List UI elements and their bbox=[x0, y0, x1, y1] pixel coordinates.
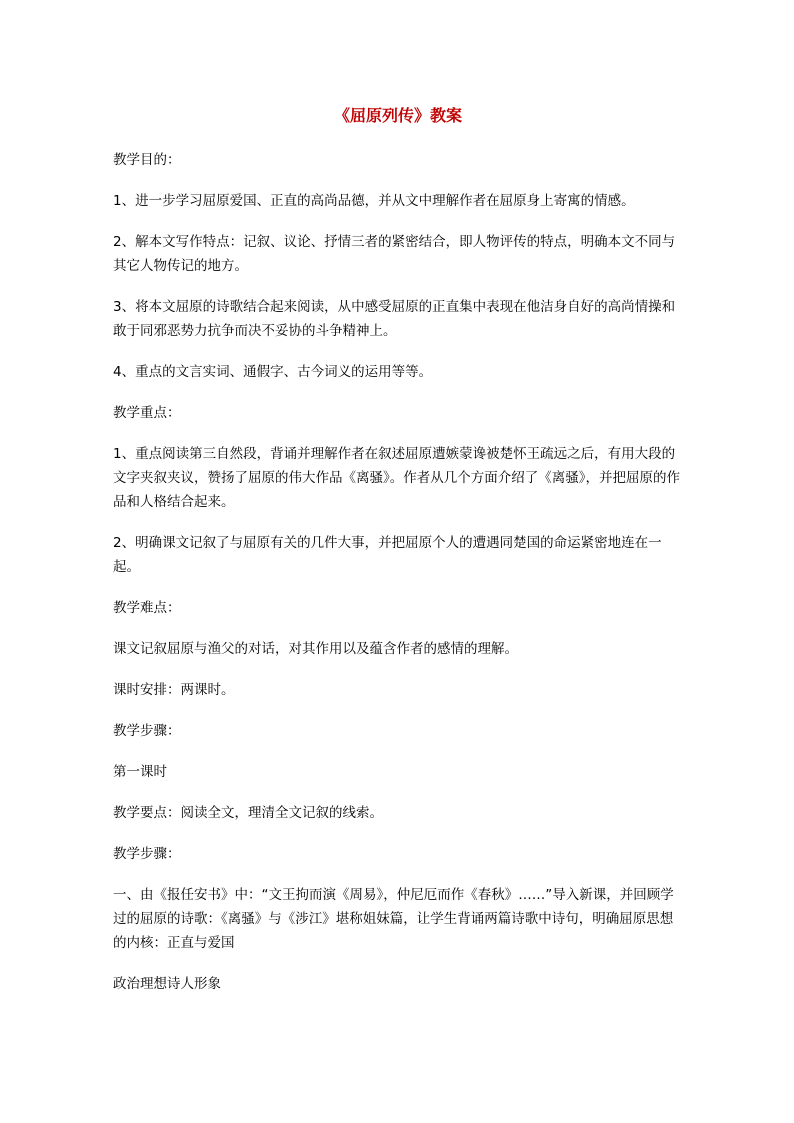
heading-teaching-objectives: 教学目的： bbox=[113, 152, 181, 168]
heading-teaching-focus: 教学重点： bbox=[113, 405, 181, 421]
heading-teaching-steps-2: 教学步骤： bbox=[113, 846, 181, 862]
document-page bbox=[113, 104, 683, 1013]
step-1: 一、由《报任安书》中：“文王拘而演《周易》，仲尼厄而作《春秋》……”导入新课，并回顾学过的屈原的诗歌：《离骚》与《涉江》堪称姐妹篇，让学生背诵两篇诗歌中诗句，明确屈原思想的内核：正直与爱国 bbox=[113, 887, 674, 951]
focus-1: 1、重点阅读第三自然段，背诵并理解作者在叙述屈原遭嫉蒙谗被楚怀王疏远之后，有用大段的文字夹叙夹议，赞扬了屈原的伟大作品《离骚》。作者从几个方面介绍了《离骚》，并把屈原的作品和人格结合起来。 bbox=[113, 446, 680, 510]
objective-3: 3、将本文屈原的诗歌结合起来阅读，从中感受屈原的正直集中表现在他洁身自好的高尚情操和敢于同邪恶势力抗争而决不妥协的斗争精神上。 bbox=[113, 299, 676, 339]
class-hours: 课时安排：两课时。 bbox=[113, 682, 235, 698]
focus-2: 2、明确课文记叙了与屈原有关的几件大事，并把屈原个人的遭遇同楚国的命运紧密地连在一起。 bbox=[113, 535, 662, 575]
document-title: 《屈原列传》教案 bbox=[333, 106, 462, 125]
political-ideal-poet-image: 政治理想诗人形象 bbox=[113, 976, 221, 992]
objective-2: 2、解本文写作特点：记叙、议论、抒情三者的紧密结合，即人物评传的特点，明确本文不同与其它人物传记的地方。 bbox=[113, 234, 676, 274]
objective-4: 4、重点的文言实词、通假字、古今词义的运用等等。 bbox=[113, 364, 433, 380]
teaching-key-points: 教学要点：阅读全文，理清全文记叙的线索。 bbox=[113, 805, 383, 821]
difficulty-text: 课文记叙屈原与渔父的对话，对其作用以及蕴含作者的感情的理解。 bbox=[113, 641, 518, 657]
objective-1: 1、进一步学习屈原爱国、正直的高尚品德，并从文中理解作者在屈原身上寄寓的情感。 bbox=[113, 193, 635, 209]
heading-teaching-difficulty: 教学难点： bbox=[113, 600, 181, 616]
first-lesson: 第一课时 bbox=[113, 764, 167, 780]
heading-teaching-steps: 教学步骤： bbox=[113, 723, 181, 739]
